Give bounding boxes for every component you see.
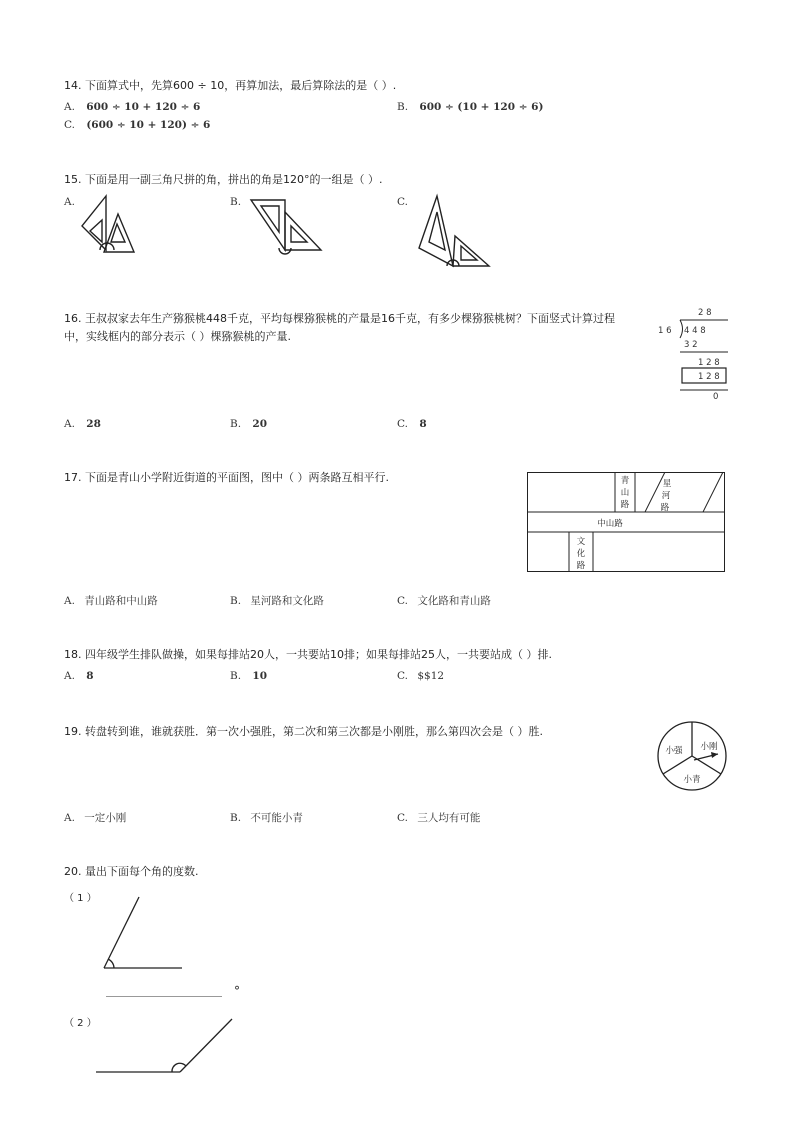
q14-option-b[interactable] bbox=[397, 101, 543, 113]
q18-option-b-label: B. bbox=[230, 670, 242, 682]
q19-stem: 19. 转盘转到谁，谁就获胜．第一次小强胜，第二次和第三次都是小刚胜，那么第四次会是（ ）胜. bbox=[64, 725, 543, 738]
q20-degree-symbol: ° bbox=[234, 984, 240, 998]
map-xinghe-char-1: 星 bbox=[662, 479, 672, 489]
q15-triangles-c bbox=[415, 190, 505, 272]
q20-answer-blank-1[interactable] bbox=[106, 996, 222, 997]
q19-option-b-text: 不可能小青 bbox=[250, 812, 303, 824]
q20-part2-label: （ 2 ） bbox=[64, 1018, 97, 1029]
q16-stem-line2: 中，实线框内的部分表示（ ）棵猕猴桃的产量. bbox=[64, 330, 291, 343]
q17-option-c-label: C. bbox=[397, 595, 408, 607]
map-wenhua-char-3: 路 bbox=[576, 561, 586, 571]
spinner-label-xiaoqing: 小青 bbox=[683, 775, 701, 785]
q18-option-b-value: 10 bbox=[252, 670, 268, 682]
q14-option-a[interactable] bbox=[64, 101, 200, 113]
q18-option-c-value: $$12 bbox=[417, 670, 445, 682]
map-xinghe-char-3: 路 bbox=[660, 503, 670, 513]
q14-option-c-expr: (600 ÷ 10 + 120) ÷ 6 bbox=[86, 119, 211, 131]
q17-option-a-label: A. bbox=[64, 595, 75, 607]
q19-option-a-text: 一定小刚 bbox=[84, 812, 127, 824]
q16-option-b-value: 20 bbox=[252, 418, 268, 430]
q16-step2: 1 2 8 bbox=[698, 358, 720, 368]
q18-option-c-label: C. bbox=[397, 670, 408, 682]
q14-stem: 14. 下面算式中，先算600 ÷ 10，再算加法，最后算除法的是（ ）. bbox=[64, 79, 397, 92]
q14-option-a-label: A. bbox=[64, 101, 75, 113]
q19-option-c-label: C. bbox=[397, 812, 408, 824]
map-wenhua-char-1: 文 bbox=[576, 537, 586, 547]
q19-option-c-text: 三人均有可能 bbox=[417, 812, 481, 824]
q17-option-b-text: 星河路和文化路 bbox=[250, 595, 324, 607]
q17-option-b[interactable] bbox=[230, 593, 324, 608]
map-zhongshan-label: 中山路 bbox=[597, 519, 623, 529]
q18-stem: 18. 四年级学生排队做操，如果每排站20人，一共要站10排；如果每排站25人，一共要站成（ ）排. bbox=[64, 648, 552, 661]
q20-part1-label: （ 1 ） bbox=[64, 893, 97, 904]
q16-remainder: 0 bbox=[713, 392, 719, 402]
map-xinghe-char-2: 河 bbox=[661, 491, 671, 501]
q19-spinner bbox=[654, 718, 730, 794]
q15-stem: 15. 下面是用一副三角尺拼的角，拼出的角是120°的一组是（ ）. bbox=[64, 173, 383, 186]
q20-angle-2 bbox=[92, 1014, 237, 1078]
q19-option-b[interactable] bbox=[230, 810, 303, 825]
q17-option-a-text: 青山路和中山路 bbox=[84, 595, 158, 607]
q16-option-a[interactable] bbox=[64, 418, 101, 430]
q16-dividend: 4 4 8 bbox=[684, 326, 706, 336]
q14-option-b-expr: 600 ÷ (10 + 120 ÷ 6) bbox=[419, 101, 544, 113]
q14-option-c[interactable] bbox=[64, 119, 210, 131]
q17-option-c[interactable] bbox=[397, 593, 491, 608]
q18-option-a[interactable] bbox=[64, 670, 94, 682]
q16-stem-line1: 16. 王叔叔家去年生产猕猴桃448千克，平均每棵猕猴桃的产量是16千克，有多少棵猕猴桃树？下面竖式计算过程 bbox=[64, 312, 615, 325]
q17-option-b-label: B. bbox=[230, 595, 242, 607]
q15-option-b-label[interactable]: B. bbox=[230, 196, 242, 208]
q16-quotient: 2 8 bbox=[698, 308, 712, 318]
q20-angle-1 bbox=[96, 892, 196, 974]
q19-option-a-label: A. bbox=[64, 812, 75, 824]
q19-option-b-label: B. bbox=[230, 812, 242, 824]
q20-stem: 20. 量出下面每个角的度数. bbox=[64, 865, 199, 878]
q19-option-a[interactable] bbox=[64, 810, 126, 825]
q15-triangles-b bbox=[245, 190, 335, 260]
q14-option-a-expr: 600 ÷ 10 + 120 ÷ 6 bbox=[86, 101, 201, 113]
q17-option-c-text: 文化路和青山路 bbox=[417, 595, 491, 607]
q16-option-a-label: A. bbox=[64, 418, 75, 430]
q18-option-b[interactable] bbox=[230, 670, 267, 682]
q16-option-a-value: 28 bbox=[86, 418, 101, 430]
q17-street-map bbox=[527, 472, 727, 574]
q16-option-c-value: 8 bbox=[419, 418, 427, 430]
q15-option-a-label[interactable]: A. bbox=[64, 196, 75, 208]
q16-option-c-label: C. bbox=[397, 418, 408, 430]
q18-option-a-label: A. bbox=[64, 670, 75, 682]
q16-option-b-label: B. bbox=[230, 418, 242, 430]
spinner-label-xiaoqiang: 小强 bbox=[665, 746, 683, 756]
q16-step3-boxed: 1 2 8 bbox=[698, 372, 720, 382]
q19-option-c[interactable] bbox=[397, 810, 480, 825]
q17-option-a[interactable] bbox=[64, 593, 158, 608]
q16-option-b[interactable] bbox=[230, 418, 267, 430]
q16-option-c[interactable] bbox=[397, 418, 427, 430]
q16-divisor: 1 6 bbox=[658, 326, 672, 336]
q15-triangles-a bbox=[78, 190, 158, 255]
q16-long-division bbox=[652, 304, 732, 404]
map-qingshan-char-3: 路 bbox=[620, 500, 630, 510]
q14-option-c-label: C. bbox=[64, 119, 75, 131]
q18-option-c[interactable] bbox=[397, 670, 444, 682]
q18-option-a-value: 8 bbox=[86, 670, 94, 682]
q14-option-b-label: B. bbox=[397, 101, 409, 113]
map-qingshan-char-2: 山 bbox=[620, 488, 630, 498]
q15-option-c-label[interactable]: C. bbox=[397, 196, 408, 208]
q16-step1: 3 2 bbox=[684, 340, 698, 350]
map-qingshan-char-1: 青 bbox=[620, 476, 630, 486]
map-wenhua-char-2: 化 bbox=[576, 549, 586, 559]
q17-stem: 17. 下面是青山小学附近街道的平面图，图中（ ）两条路互相平行. bbox=[64, 471, 389, 484]
spinner-label-xiaogang: 小刚 bbox=[700, 742, 718, 752]
